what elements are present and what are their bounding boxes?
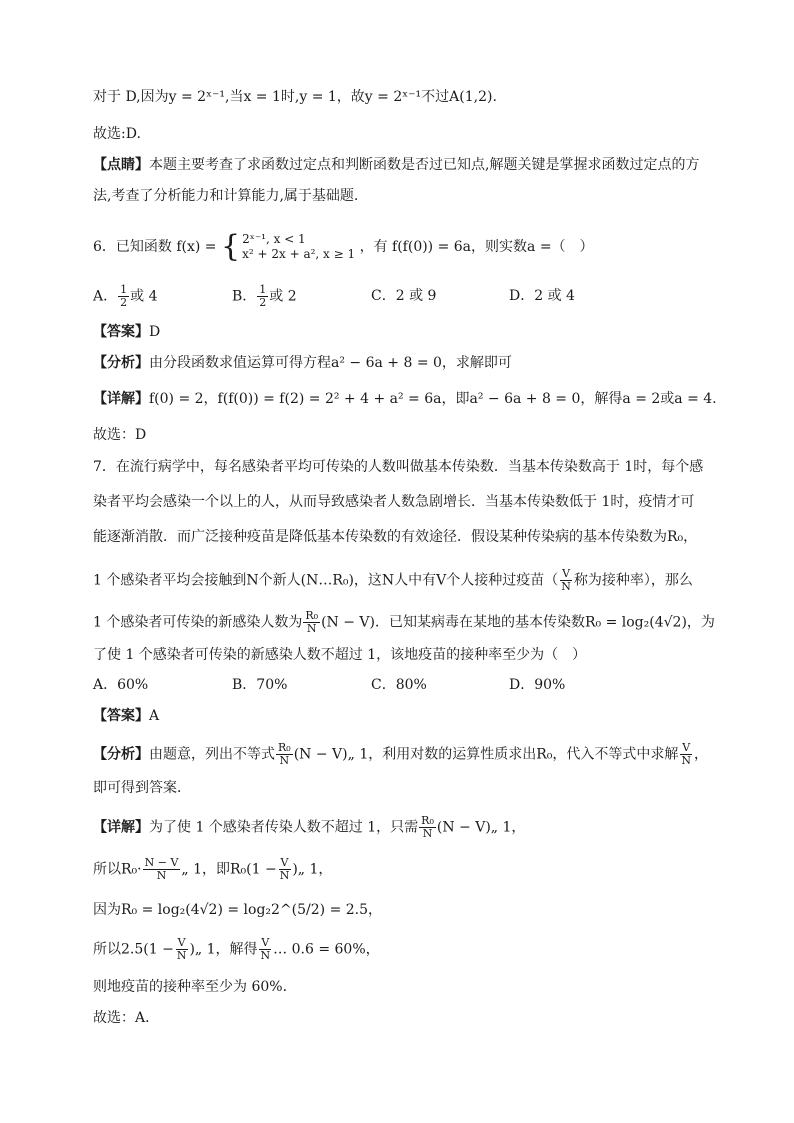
analysis-line [93,742,708,767]
text-span: )„ 1， [292,861,333,878]
option-a: A．60% [93,677,149,693]
text-line: 对于 D,因为y = 2ˣ⁻¹,当x = 1时,y = 1，故y = 2ˣ⁻¹不过A(1,2). [93,89,497,105]
text-span: … 0.6 = 60%， [273,941,380,958]
question-6-stem [93,229,594,264]
fraction [303,610,320,635]
section-tag: 【详解】 [93,819,149,836]
fraction [276,742,293,767]
fraction [118,284,129,309]
text-line: 因为R₀ = log₂(4√2) = log₂2^(5/2) = 2.5， [93,902,383,918]
text-line [93,937,380,962]
detail-line [93,389,717,409]
denominator: N [279,754,290,767]
numerator: V [280,856,289,869]
option-b: B．70% [232,677,288,693]
denominator: N [176,949,187,962]
option-a [93,284,157,309]
text-span: D [149,324,161,340]
text-span: 由题意，列出不等式 [149,746,275,763]
text-span: 1 个感染者可传染的新感染人数为 [93,614,303,631]
text-span: 为了使 1 个感染者传染人数不超过 1，只需 [149,819,419,836]
fraction [419,815,436,840]
option-text: 或 4 [130,288,158,305]
option-b [232,284,297,309]
text-line: 染者平均会感染一个以上的人，从而导致感染者人数急剧增长．当基本传染数低于 1时，疫情才可 [93,494,695,510]
fraction [257,284,268,309]
text-line [93,568,693,593]
option-c: C．2 或 9 [371,288,437,304]
fraction [143,857,181,882]
text-line [93,610,715,635]
section-tag: 【答案】 [93,324,149,340]
denominator: 2 [259,296,267,309]
text-span: 称为接种率），那么 [573,572,693,589]
text-span: ，有 f(f(0)) = 6a，则实数a =（ ） [359,239,594,255]
text-line: 即可得到答案． [93,780,191,796]
text-span: 所以R₀· [93,861,142,878]
option-d: D．90% [509,677,566,693]
section-tag: 【答案】 [93,708,149,724]
denominator: N [279,869,290,882]
text-line: 故选：A． [93,1010,160,1026]
fraction [175,937,189,962]
numerator: V [682,741,691,754]
numerator: R₀ [305,609,319,622]
fraction [679,742,693,767]
text-span: )„ 1，解得 [189,941,258,958]
piecewise-cases [242,232,355,262]
section-tag: 【分析】 [93,355,149,371]
analysis-line [93,353,512,373]
text-span: f(0) = 2，f(f(0)) = f(2) = 2² + 4 + a² = 6a，即a² − 6a + 8 = 0，解得a = 2或a = 4. [149,391,717,407]
text-line: 则地疫苗的接种率至少为 60%． [93,979,297,995]
answer-line [93,706,159,726]
option-c: C．80% [371,677,427,693]
text-line: 法,考查了分析能力和计算能力,属于基础题. [93,188,359,204]
numerator: V [261,936,270,949]
section-tag: 【分析】 [93,746,149,763]
denominator: 2 [120,296,128,309]
brace-symbol: { [221,229,241,264]
text-span: 由分段函数求值运算可得方程a² − 6a + 8 = 0，求解即可 [149,355,512,371]
section-tag: 【点睛】 [93,157,149,173]
option-label: B． [232,288,257,305]
section-tag: 【详解】 [93,391,149,407]
denominator: N [306,622,317,635]
text-line: 7．在流行病学中，每名感染者平均可传染的人数叫做基本传染数．当基本传染数高于 1时，每个感 [93,459,704,475]
fraction [259,937,273,962]
answer-line [93,322,160,342]
denominator: N [260,949,271,962]
case-line: x² + 2x + a², x ≥ 1 [242,247,356,261]
numerator: 1 [120,283,128,296]
fraction [278,857,292,882]
text-span: 6．已知函数 f(x) = [93,239,217,255]
text-line: 了使 1 个感染者可传染的新感染人数不超过 1，该地疫苗的接种率至少为（ ） [93,647,587,663]
option-d: D．2 或 4 [509,288,575,304]
denominator: N [422,827,433,840]
text-span: (N − V)．已知某病毒在某地的基本传染数R₀ = log₂(4√2)，为 [321,614,715,631]
numerator: V [562,567,571,580]
denominator: N [681,754,692,767]
option-label: A． [93,288,118,305]
text-span: A [149,708,160,724]
numerator: V [177,936,186,949]
detail-line [93,815,525,840]
fraction [559,568,573,593]
text-span: 本题主要考查了求函数过定点和判断函数是否过已知点,解题关键是掌握求函数过定点的方 [149,157,700,173]
text-line: 故选:D. [93,126,141,142]
text-span: ， [694,746,709,763]
text-line [93,857,332,882]
text-line: 能逐渐消散．而广泛接种疫苗是降低基本传染数的有效途径．假设某种传染病的基本传染数为R₀， [93,529,698,545]
text-span: „ 1，即R₀(1 − [181,861,277,878]
option-text: 或 2 [269,288,297,305]
numerator: R₀ [278,741,291,754]
numerator: R₀ [421,814,434,827]
numerator: N − V [144,856,179,869]
text-line [93,155,699,175]
text-span: (N − V)„ 1，利用对数的运算性质求出R₀，代入不等式中求解 [293,746,679,763]
text-line: 故选：D [93,427,147,443]
text-span: 所以2.5(1 − [93,941,174,958]
denominator: N [156,869,167,882]
numerator: 1 [259,283,267,296]
text-span: 1 个感染者平均会接触到N个新人(N…R₀)，这N人中有V个人接种过疫苗（ [93,572,559,589]
denominator: N [561,580,571,593]
text-span: (N − V)„ 1， [436,819,526,836]
case-line: 2ˣ⁻¹, x < 1 [242,232,306,246]
